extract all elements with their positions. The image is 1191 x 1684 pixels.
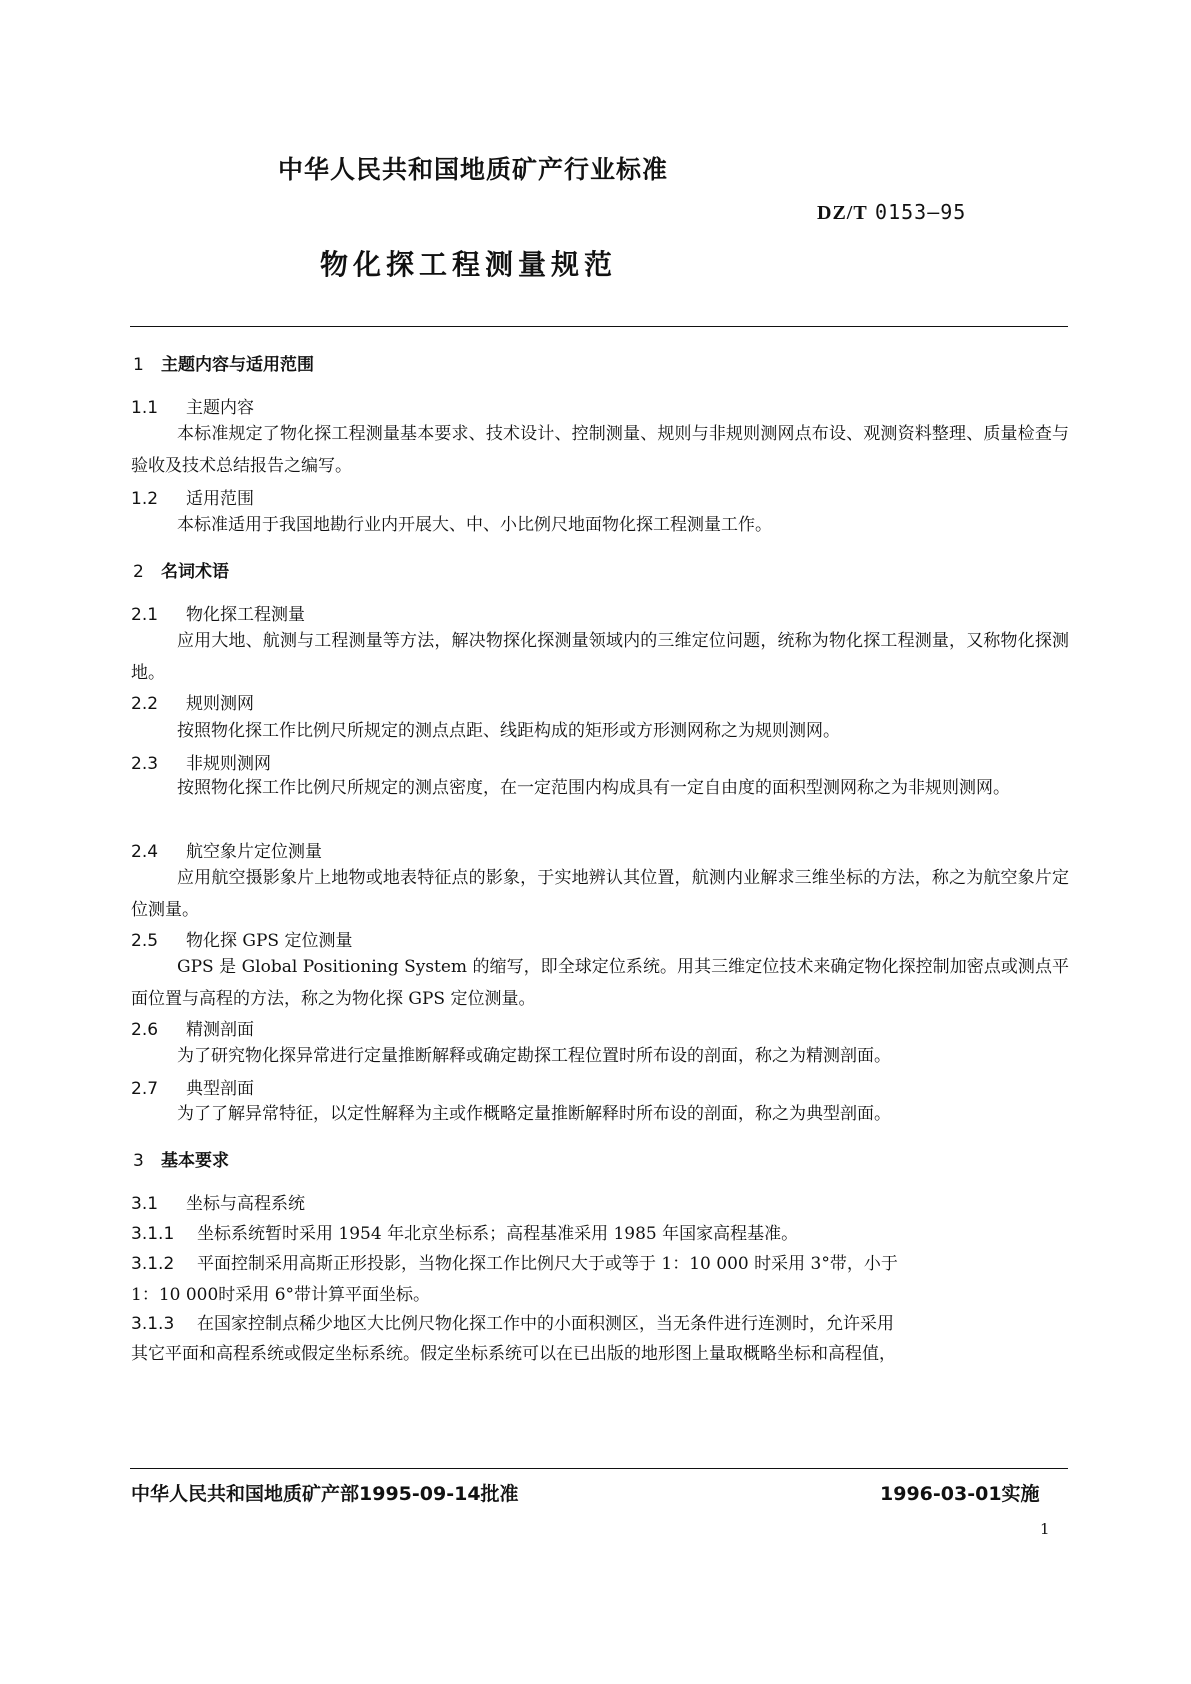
standard-code <box>817 200 966 225</box>
section-3-1-2 <box>131 1249 898 1274</box>
section-number: 2.5 <box>131 931 159 951</box>
section-number: 2.7 <box>131 1079 159 1099</box>
section-number: 1 <box>133 355 144 375</box>
section-2-6-paragraph <box>131 1040 1069 1072</box>
paragraph-text: 应用航空摄影象片上地物或地表特征点的影象，于实地辨认其位置，航测内业解求三维坐标的方法，称之为航空象片定位测量。 <box>131 868 1069 920</box>
section-title: 主题内容与适用范围 <box>161 355 314 375</box>
paragraph-text: 按照物化探工作比例尺所规定的测点点距、线距构成的矩形或方形测网称之为规则测网。 <box>177 721 840 741</box>
section-1-1-heading <box>131 393 254 418</box>
section-3-1-3 <box>131 1309 894 1334</box>
section-number: 3.1.2 <box>131 1254 175 1274</box>
document-type: 中华人民共和国地质矿产行业标准 <box>278 155 669 184</box>
section-number: 2.4 <box>131 842 159 862</box>
approval-line: 中华人民共和国地质矿产部1995-09-14批准 <box>131 1483 519 1505</box>
section-title: 基本要求 <box>161 1151 229 1171</box>
paragraph-text: 为了了解异常特征，以定性解释为主或作概略定量推断解释时所布设的剖面，称之为典型剖面。 <box>177 1104 891 1124</box>
section-title: 航空象片定位测量 <box>186 842 322 862</box>
standard-prefix: DZ/T <box>817 202 868 224</box>
section-number: 3.1.3 <box>131 1314 175 1334</box>
section-2-4-paragraph <box>131 862 1069 926</box>
section-1-2-heading <box>131 484 254 509</box>
section-2-7-paragraph <box>131 1098 1069 1130</box>
section-title: 适用范围 <box>186 489 254 509</box>
section-2-7-heading <box>131 1074 254 1099</box>
paragraph-text: 本标准规定了物化探工程测量基本要求、技术设计、控制测量、规则与非规则测网点布设、观测资料整理、质量检查与验收及技术总结报告之编写。 <box>131 424 1069 476</box>
section-number: 2.1 <box>131 605 159 625</box>
section-2-1-paragraph <box>131 625 1069 689</box>
section-title: 非规则测网 <box>186 754 271 774</box>
implementation-date: 1996-03-01实施 <box>880 1483 1040 1505</box>
paragraph-text: 按照物化探工作比例尺所规定的测点密度，在一定范围内构成具有一定自由度的面积型测网称之为非规则测网。 <box>177 778 1010 798</box>
section-2-4-heading <box>131 837 322 862</box>
standard-number: 0153—95 <box>875 200 967 224</box>
section-2-2-paragraph <box>131 715 1069 747</box>
section-2-3-heading <box>131 749 271 774</box>
section-1-heading <box>133 350 314 375</box>
section-number: 3.1.1 <box>131 1224 175 1244</box>
section-2-6-heading <box>131 1015 254 1040</box>
section-3-1-heading <box>131 1189 305 1214</box>
paragraph-text: GPS 是 Global Positioning System 的缩写，即全球定位系统。用其三维定位技术来确定物化探控制加密点或测点平面位置与高程的方法，称之为物化探 GPS 定位测量。 <box>131 957 1069 1009</box>
section-2-3-paragraph <box>131 772 1069 804</box>
page-number: 1 <box>1040 1520 1050 1538</box>
section-3-1-2-continued: 1：10 000时采用 6°带计算平面坐标。 <box>131 1285 431 1305</box>
section-title: 名词术语 <box>161 562 229 582</box>
section-title: 精测剖面 <box>186 1020 254 1040</box>
section-title: 物化探 GPS 定位测量 <box>186 931 353 951</box>
footer-divider <box>130 1468 1068 1469</box>
section-title: 主题内容 <box>186 398 254 418</box>
section-3-1-3-continued: 其它平面和高程系统或假定坐标系统。假定坐标系统可以在已出版的地形图上量取概略坐标和高程值， <box>131 1344 896 1364</box>
paragraph-text: 应用大地、航测与工程测量等方法，解决物探化探测量领域内的三维定位问题，统称为物化探工程测量，又称物化探测地。 <box>131 631 1069 683</box>
section-title: 典型剖面 <box>186 1079 254 1099</box>
paragraph-text: 在国家控制点稀少地区大比例尺物化探工作中的小面积测区，当无条件进行连测时，允许采用 <box>197 1314 894 1334</box>
section-1-1-paragraph <box>131 418 1069 482</box>
section-number: 1.2 <box>131 489 159 509</box>
section-number: 2 <box>133 562 144 582</box>
section-number: 3 <box>133 1151 144 1171</box>
paragraph-text: 为了研究物化探异常进行定量推断解释或确定勘探工程位置时所布设的剖面，称之为精测剖面。 <box>177 1046 891 1066</box>
header-divider <box>130 326 1068 327</box>
section-3-heading <box>133 1146 229 1171</box>
section-2-1-heading <box>131 600 305 625</box>
section-2-2-heading <box>131 689 254 714</box>
paragraph-text: 平面控制采用高斯正形投影，当物化探工作比例尺大于或等于 1：10 000 时采用 3°带，小于 <box>197 1254 898 1274</box>
section-number: 3.1 <box>131 1194 159 1214</box>
section-2-5-paragraph <box>131 951 1069 1015</box>
section-title: 规则测网 <box>186 694 254 714</box>
section-number: 2.2 <box>131 694 159 714</box>
document-title: 物化探工程测量规范 <box>320 248 618 281</box>
section-title: 坐标与高程系统 <box>186 1194 305 1214</box>
section-number: 2.3 <box>131 754 159 774</box>
section-number: 2.6 <box>131 1020 159 1040</box>
section-2-5-heading <box>131 926 352 951</box>
paragraph-text: 坐标系统暂时采用 1954 年北京坐标系；高程基准采用 1985 年国家高程基准。 <box>197 1224 799 1244</box>
section-number: 1.1 <box>131 398 159 418</box>
section-3-1-1 <box>131 1219 798 1244</box>
section-1-2-paragraph <box>131 509 1069 541</box>
section-2-heading <box>133 557 229 582</box>
paragraph-text: 本标准适用于我国地勘行业内开展大、中、小比例尺地面物化探工程测量工作。 <box>177 515 772 535</box>
section-title: 物化探工程测量 <box>186 605 305 625</box>
